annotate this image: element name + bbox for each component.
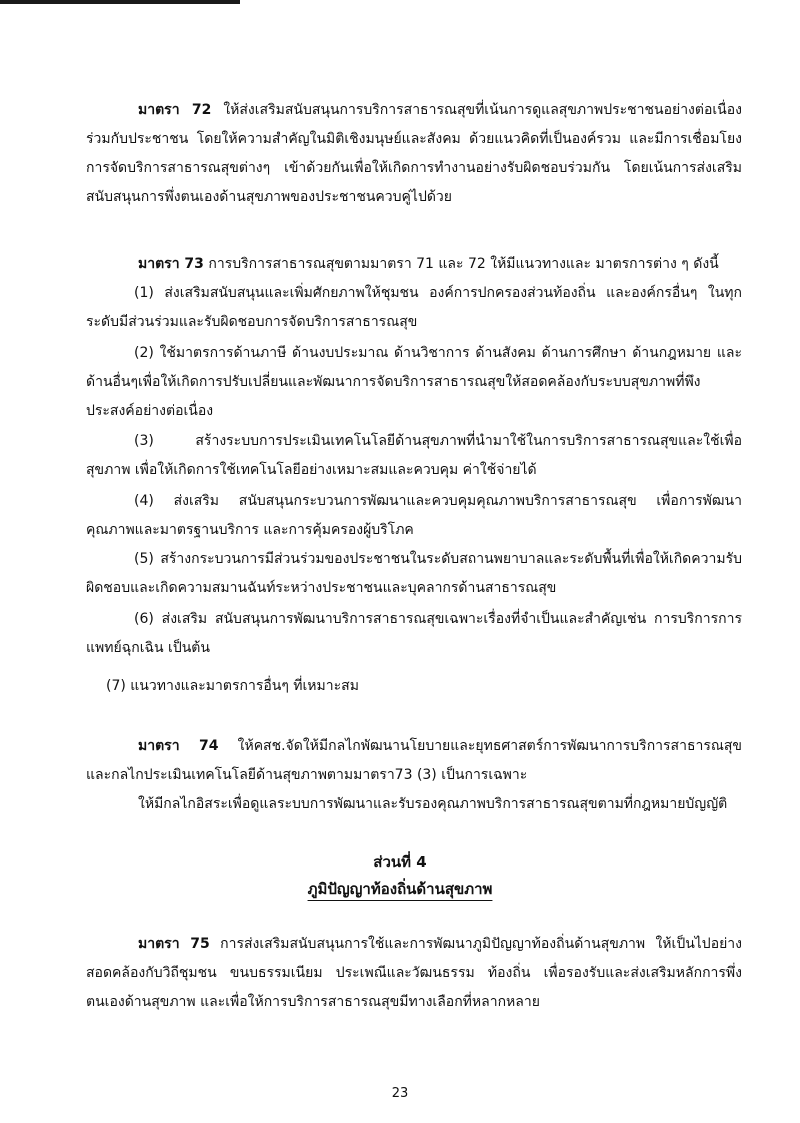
section-73-label: มาตรา 73	[138, 256, 204, 272]
section-73-intro	[86, 250, 742, 279]
section-73-item-4: (4) ส่งเสริม สนับสนุนกระบวนการพัฒนาและควบคุมคุณภาพบริการสาธารณสุข เพื่อการพัฒนาคุณภาพและมาตรฐานบริการ และการคุ้มครองผู้บริโภค	[86, 493, 742, 538]
section-73-item-7: (7) แนวทางและมาตรการอื่นๆ ที่เหมาะสม	[106, 678, 359, 694]
section-73-item-2: (2) ใช้มาตรการด้านภาษี ด้านงบประมาณ ด้านวิชาการ ด้านสังคม ด้านการศึกษา ด้านกฎหมาย และด้านอื่นๆเพื่อให้เกิดการปรับเปลี่ยนและพัฒนาการจัดบริการสาธารณสุขให้สอดคล้องกับระบบสุขภาพที่พึงประสงค์อย่างต่อเนื่อง	[86, 345, 742, 419]
section-75-paragraph	[86, 930, 742, 1017]
section-74-paragraph-2: ให้มีกลไกอิสระเพื่อดูแลระบบการพัฒนาและรับรองคุณภาพบริการสาธารณสุขตามที่กฎหมายบัญญัติ	[138, 796, 728, 812]
section-75-text: การส่งเสริมสนับสนุนการใช้และการพัฒนาภูมิปัญญาท้องถิ่นด้านสุขภาพ ให้เป็นไปอย่างสอดคล้องกับวิถีชุมชน ขนบธรรมเนียม ประเพณีและวัฒนธรรม ท้องถิ่น เพื่อรองรับและส่งเสริมหลักการพึ่งตนเองด้านสุขภาพ และเพื่อให้การบริการสาธารณสุขมีทางเลือกที่หลากหลาย	[86, 936, 743, 1010]
section-72-paragraph	[86, 96, 742, 212]
section-73-item-1: (1) ส่งเสริมสนับสนุนและเพิ่มศักยภาพให้ชุมชน องค์การปกครองส่วนท้องถิ่น และองค์กรอื่นๆ ในทุกระดับมีส่วนร่วมและรับผิดชอบการจัดบริการสาธารณสุข	[86, 285, 742, 330]
section-75-label: มาตรา 75	[138, 936, 210, 952]
section-72-text: ให้ส่งเสริมสนับสนุนการบริการสาธารณสุขที่เน้นการดูแลสุขภาพประชาชนอย่างต่อเนื่องร่วมกับประชาชน โดยให้ความสำคัญในมิติเชิงมนุษย์และสังคม ด้วยแนวคิดที่เป็นองค์รวม และมีการเชื่อมโยงการจัดบริการสาธารณสุขต่างๆ เข้าด้วยกันเพื่อให้เกิดการทำงานอย่างรับผิดชอบร่วมกัน โดยเน้นการส่งเสริมสนับสนุนการพึ่งตนเองด้านสุขภาพของประชาชนควบคู่ไปด้วย	[86, 102, 742, 205]
section-73-item-5: (5) สร้างกระบวนการมีส่วนร่วมของประชาชนในระดับสถานพยาบาลและระดับพื้นที่เพื่อให้เกิดความรับผิดชอบและเกิดความสมานฉันท์ระหว่างประชาชนและบุคลากรด้านสาธารณสุข	[86, 551, 742, 596]
section-73-intro-text: การบริการสาธารณสุขตามมาตรา 71 และ 72 ให้มีแนวทางและ มาตรการต่าง ๆ ดังนี้	[208, 256, 719, 272]
section-74-paragraph	[86, 732, 742, 790]
section-73-item-3: (3) สร้างระบบการประเมินเทคโนโลยีด้านสุขภาพที่นำมาใช้ในการบริการสาธารณสุขและใช้เพื่อสุขภาพ เพื่อให้เกิดการใช้เทคโนโลยีอย่างเหมาะสมและควบคุม ค่าใช้จ่ายได้	[86, 433, 742, 478]
part-4-title	[0, 877, 800, 901]
page-number: 23	[391, 1086, 409, 1101]
section-74-label: มาตรา 74	[138, 738, 219, 754]
section-74-text: ให้คสช.จัดให้มีกลไกพัฒนานโยบายและยุทธศาสตร์การพัฒนาการบริการสาธารณสุข และกลไกประเมินเทคโนโลยีด้านสุขภาพตามมาตรา73 (3) เป็นการเฉพาะ	[86, 738, 742, 783]
section-72-label: มาตรา 72	[138, 102, 212, 118]
section-73-item-6: (6) ส่งเสริม สนับสนุนการพัฒนาบริการสาธารณสุขเฉพาะเรื่องที่จำเป็นและสำคัญเช่น การบริการการแพทย์ฉุกเฉิน เป็นต้น	[86, 611, 742, 656]
scan-edge-line	[0, 0, 240, 4]
part-4-title-text: ภูมิปัญญาท้องถิ่นด้านสุขภาพ	[307, 880, 493, 898]
part-4-number: ส่วนที่ 4	[373, 853, 427, 871]
